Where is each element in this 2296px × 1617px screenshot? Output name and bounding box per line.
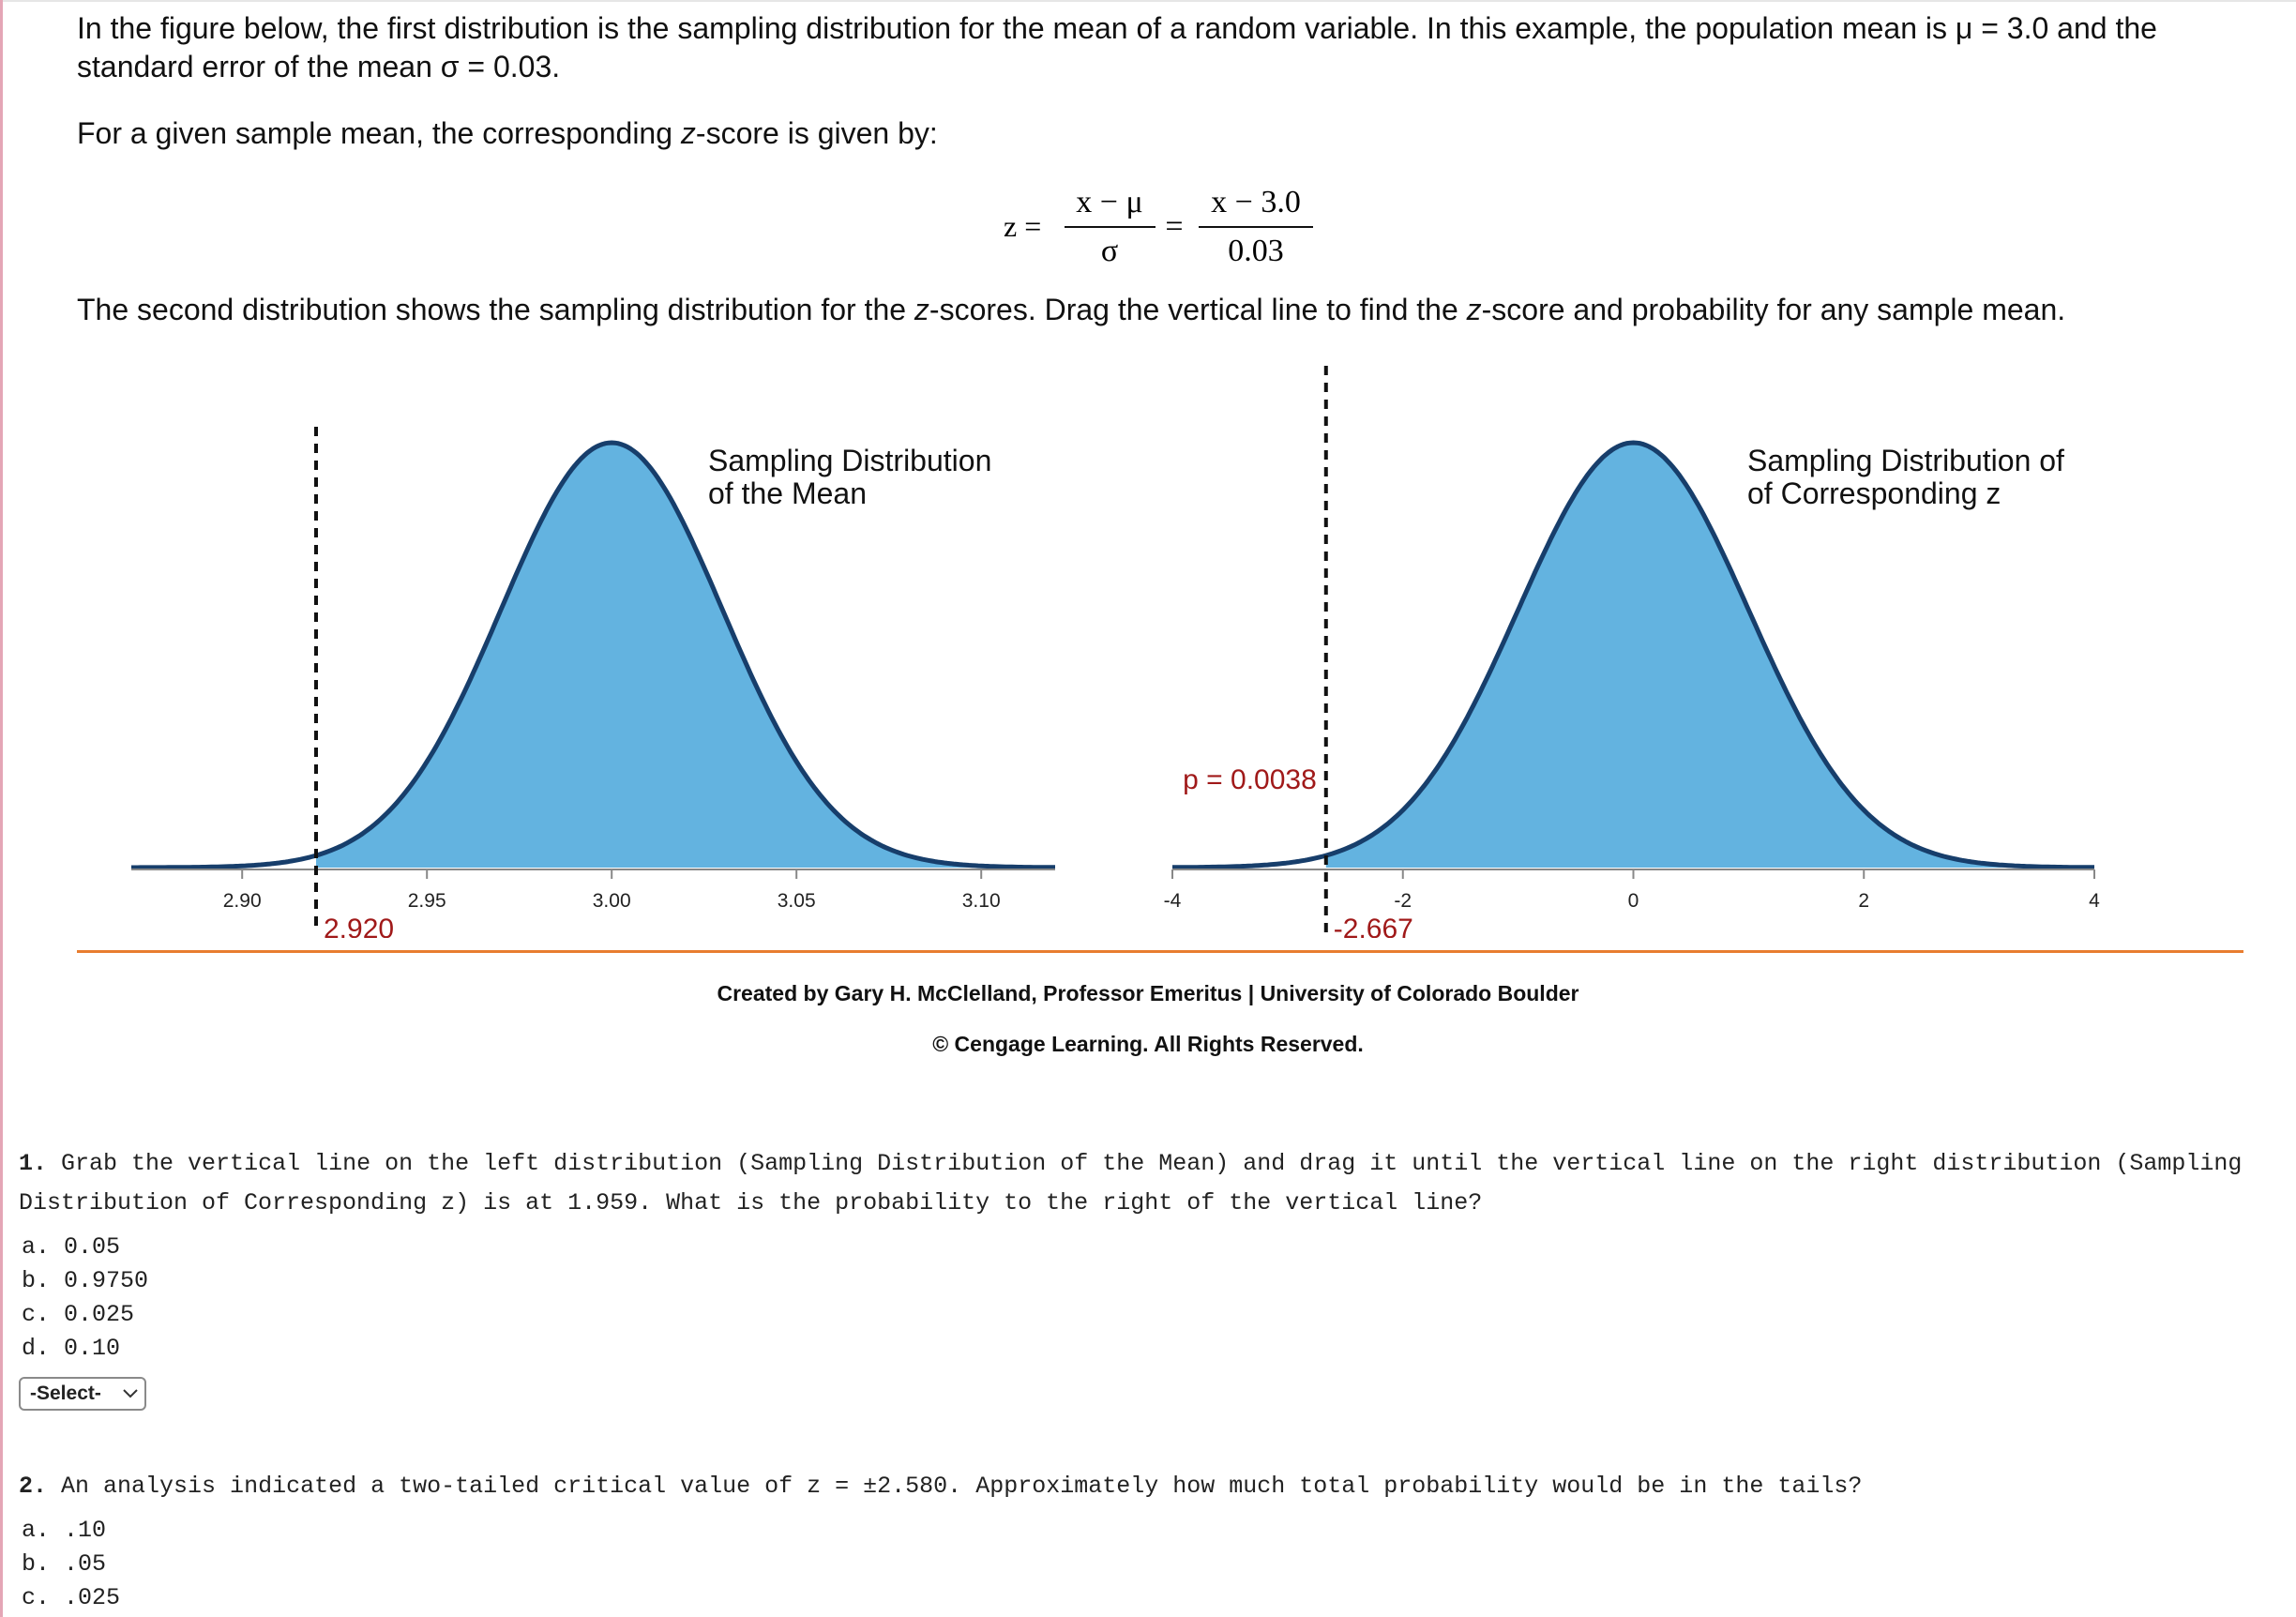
second-post: -score and probability for any sample mean.: [1481, 293, 2066, 326]
c2-probability-label: p = 0.0038: [1183, 764, 1317, 795]
c1-tick-label: 3.10: [961, 890, 1001, 912]
formula-denominator-2: 0.03: [1228, 234, 1284, 268]
z-sentence-pre: For a given sample mean, the corresponding: [77, 116, 681, 150]
formula-numerator-2: x − 3.0: [1211, 185, 1301, 219]
formula-equals: =: [1165, 209, 1184, 244]
question-2-prompt: An analysis indicated a two-tailed critical value of z = ±2.580. Approximately how much total probability would be in the tails?: [61, 1473, 1863, 1500]
c2-title-line2: of Corresponding z: [1747, 476, 2001, 510]
c1-marker-value: 2.920: [324, 914, 395, 938]
formula-denominator-1: σ: [1100, 234, 1119, 268]
distribution-figure: [0, 356, 2296, 938]
question-2-number: 2.: [19, 1473, 48, 1500]
c2-tick-label: 2: [1858, 890, 1870, 912]
c1-tick-label: 2.90: [222, 890, 262, 912]
question-1-option: a. 0.05: [22, 1233, 121, 1261]
question-1: [19, 1144, 2279, 1411]
question-2-options: [19, 1514, 2279, 1615]
c2-tick-label: -2: [1394, 890, 1412, 912]
second-pre: The second distribution shows the sampling distribution for the: [77, 293, 914, 326]
question-1-text: [19, 1144, 2279, 1223]
credit-author: Created by Gary H. McClelland, Professor Emeritus | University of Colorado Boulder: [717, 981, 1579, 1005]
c2-tick-label: 0: [1627, 890, 1639, 912]
c2-marker-value: -2.667: [1333, 914, 1413, 938]
second-mid: -scores. Drag the vertical line to find the: [929, 293, 1467, 326]
question-1-number: 1.: [19, 1150, 48, 1177]
question-2: [19, 1467, 2279, 1615]
c2-tick-label: -4: [1163, 890, 1182, 912]
second-z2: z: [1466, 293, 1482, 326]
question-1-options: [19, 1231, 2279, 1366]
c1-tick-label: 3.00: [592, 890, 631, 912]
z-sentence-post: -score is given by:: [695, 116, 938, 150]
question-1-option: b. 0.9750: [22, 1267, 149, 1294]
intro-paragraph: In the figure below, the first distribution is the sampling distribution for the mean of a random variable. In this example, the population mean is μ = 3.0 and the standard error of the mean σ = 0.03.: [77, 11, 2157, 83]
c2-tick-label: 4: [2089, 890, 2100, 912]
c2-title-line1: Sampling Distribution of: [1747, 444, 2064, 477]
formula-numerator-1: x − μ: [1076, 185, 1143, 219]
question-2-option: a. .10: [22, 1517, 107, 1544]
z-score-formula: [985, 174, 1379, 278]
c1-title-line2: of the Mean: [708, 476, 867, 510]
question-1-answer-select[interactable]: [19, 1377, 146, 1411]
select-label: -Select-: [30, 1383, 101, 1404]
c1-title-line1: Sampling Distribution: [708, 444, 992, 477]
credit-copyright: © Cengage Learning. All Rights Reserved.: [932, 1032, 1364, 1056]
c1-area-fill: [316, 443, 1055, 868]
second-z1: z: [914, 293, 929, 326]
question-2-option: b. .05: [22, 1550, 107, 1578]
chevron-down-icon: [122, 1384, 139, 1404]
question-2-option: c. .025: [22, 1584, 121, 1611]
c1-tick-label: 3.05: [777, 890, 816, 912]
question-1-option: c. 0.025: [22, 1301, 135, 1328]
orange-divider: [77, 950, 2243, 953]
second-distribution-sentence: [77, 293, 2065, 327]
z-sentence-z: z: [680, 116, 696, 150]
question-1-option: d. 0.10: [22, 1335, 121, 1362]
c1-tick-label: 2.95: [407, 890, 446, 912]
top-border: [3, 0, 2296, 2]
question-1-prompt: Grab the vertical line on the left distribution (Sampling Distribution of the Mean) and drag it until the vertical line on the right distribution (Sampling Distribution of Corresponding z) is at 1.959. What is the probability to the right of the vertical line?: [19, 1150, 2243, 1217]
question-2-text: [19, 1467, 2279, 1506]
formula-lhs: z =: [1004, 209, 1042, 243]
z-score-sentence: [77, 116, 938, 151]
